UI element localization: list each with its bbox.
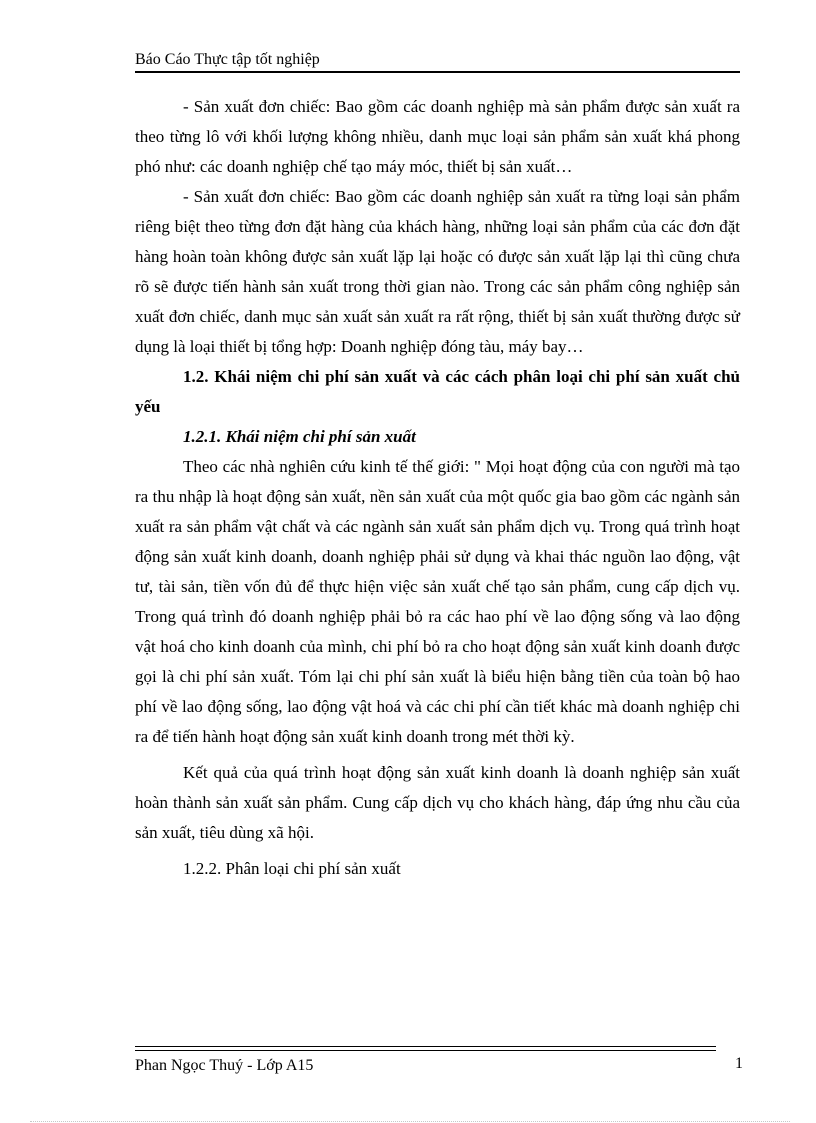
paragraph-khai-niem: Theo các nhà nghiên cứu kinh tế thế giới: " Mọi hoạt động của con người mà tạo ra thu nhập là hoạt động sản xuất, nền sản xuất của một quốc gia bao gồm các ngành sản xuất ra sản phẩm vật chất và các ngành sản xuất sản phẩm dịch vụ. Trong quá trình hoạt động sản xuất kinh doanh, doanh nghiệp phải sử dụng và khai thác nguồn lao động, vật tư, tài sản, tiền vốn đủ để thực hiện việc sản xuất chế tạo sản phẩm, cung cấp dịch vụ. Trong quá trình đó doanh nghiệp phải bỏ ra các hao phí về lao động sống và lao động vật hoá cho kinh doanh của mình, chi phí bỏ ra cho hoạt động sản xuất kinh doanh được gọi là chi phí sản xuất. Tóm lại chi phí sản xuất là biểu hiện bằng tiền của toàn bộ hao phí về lao động sống, lao động vật hoá và các chi phí cần tiết khác mà doanh nghiệp chi ra để tiến hành hoạt động sản xuất kinh doanh trong mét thời kỳ. <box>135 457 740 746</box>
header-title: Báo Cáo Thực tập tốt nghiệp <box>135 51 320 68</box>
footer-author: Phan Ngọc Thuý - Lớp A15 <box>135 1057 314 1074</box>
footer-divider-bottom <box>135 1050 716 1051</box>
footer-divider-top <box>135 1046 716 1047</box>
document-body <box>135 92 740 884</box>
paragraph-san-xuat-hang-loat: - Sản xuất đơn chiếc: Bao gồm các doanh nghiệp mà sản phẩm được sản xuất ra theo từng lô với khối lượng không nhiều, danh mục loại sản phẩm sản xuất khá phong phó như: các doanh nghiệp chế tạo máy móc, thiết bị sản xuất… <box>135 97 740 176</box>
paragraph-san-xuat-don-chiec: - Sản xuất đơn chiếc: Bao gồm các doanh nghiệp sản xuất ra từng loại sản phẩm riêng biệt theo từng đơn đặt hàng của khách hàng, những loại sản phẩm của các đơn đặt hàng hoàn toàn không được sản xuất lặp lại hoặc có được sản xuất lặp lại thì cũng chưa rõ sẽ được tiến hành sản xuất trong thời gian nào. Trong các sản phẩm công nghiệp sản xuất đơn chiếc, danh mục sản xuất sản xuất ra rất rộng, thiết bị sản xuất thường được sử dụng là loại thiết bị tổng hợp: Doanh nghiệp đóng tàu, máy bay… <box>135 187 740 356</box>
paragraph-ket-qua: Kết quả của quá trình hoạt động sản xuất kinh doanh là doanh nghiệp sản xuất hoàn thành sản xuất sản phẩm. Cung cấp dịch vụ cho khách hàng, đáp ứng nhu cầu của sản xuất, tiêu dùng xã hội. <box>135 763 740 842</box>
page-header <box>135 50 740 70</box>
page-number: 1 <box>735 1055 743 1072</box>
section-heading: 1.2. Khái niệm chi phí sản xuất và các cách phân loại chi phí sản xuất chủ yếu <box>135 367 740 416</box>
header-divider <box>135 71 740 73</box>
subsection-heading-phan-loai: 1.2.2. Phân loại chi phí sản xuất <box>183 859 401 878</box>
page-edge-divider <box>30 1121 790 1122</box>
subsection-heading: 1.2.1. Khái niệm chi phí sản xuất <box>183 427 416 446</box>
